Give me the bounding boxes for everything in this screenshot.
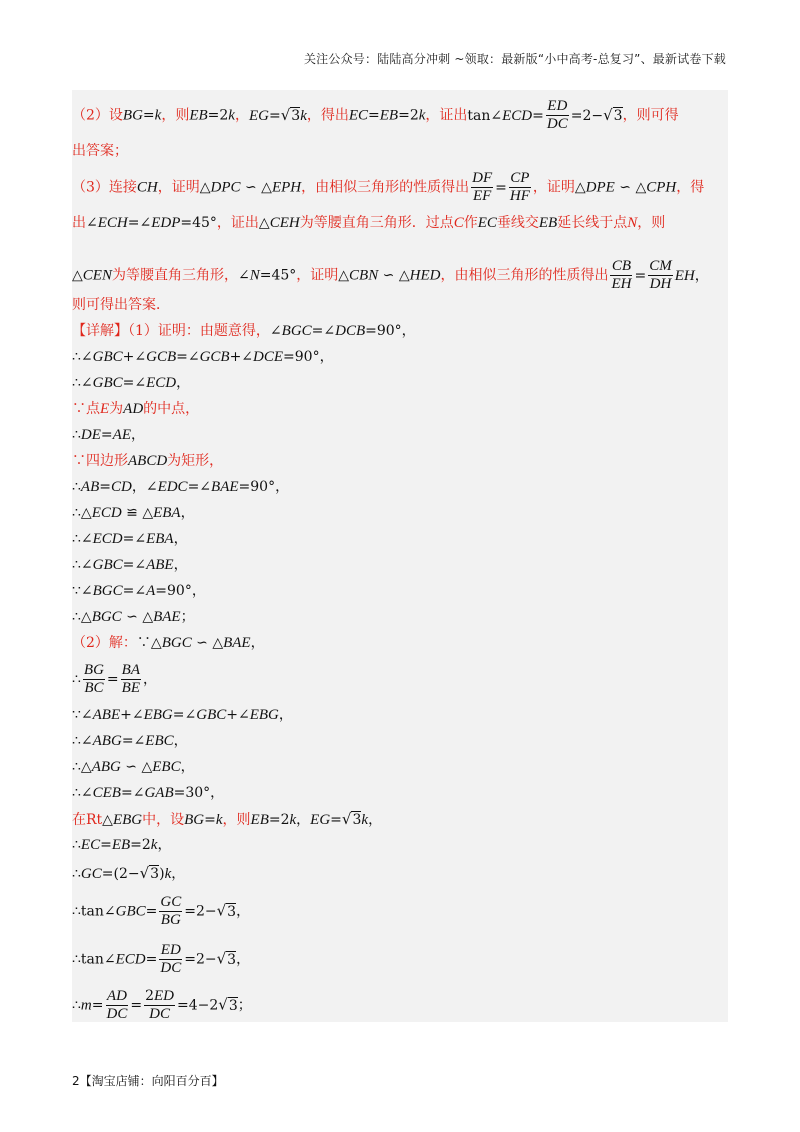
text: ，由相似三角形的性质得出 bbox=[301, 179, 470, 196]
detail-line-13: （2）解：∵△BGC ∽ △BAE， bbox=[72, 635, 265, 651]
text: ，证出 bbox=[216, 215, 259, 231]
detail-line-8: ∴△ECD ≌ △EBA， bbox=[72, 505, 195, 521]
detail-line-15: ∵∠ABE+∠EBG=∠GBC+∠EBG， bbox=[72, 707, 293, 723]
page-footer bbox=[72, 1072, 224, 1089]
detail-line-2: ∴∠GBC+∠GCB=∠GCB+∠DCE=90°， bbox=[72, 349, 334, 365]
text: 中，设 bbox=[142, 812, 185, 828]
detail-line-4: ∵点E为AD的中点， bbox=[72, 401, 200, 417]
analysis-part3-line2: 出∠ECH=∠EDP=45°，证出△CEH为等腰直角三角形．过点C作EC垂线交EB延长线于点N，则 bbox=[72, 215, 666, 231]
detail-line-20: ∴EC=EB=2k， bbox=[72, 837, 172, 853]
text: 在Rt bbox=[72, 812, 103, 828]
text: ，由相似三角形的性质得出 bbox=[440, 267, 609, 284]
text: ，则可得 bbox=[622, 107, 679, 124]
detail-line-18: ∴∠CEB=∠GAB=30°， bbox=[72, 785, 225, 801]
text: 四边形 bbox=[86, 453, 128, 469]
text: ，则 bbox=[637, 215, 666, 231]
detail-line-7: ∴AB=CD，∠EDC=∠BAE=90°， bbox=[72, 479, 290, 495]
text: （2）解： bbox=[72, 635, 137, 651]
detail-line-17: ∴△ABG ∽ △EBC， bbox=[72, 759, 195, 775]
text: 垂线交 bbox=[496, 215, 539, 231]
text: （2）设 bbox=[72, 107, 123, 124]
analysis-part3-line4: 则可得出答案． bbox=[72, 297, 170, 313]
text: ，证明 bbox=[157, 179, 200, 196]
detail-line-3: ∴∠GBC=∠ECD， bbox=[72, 375, 191, 391]
page-header: 关注公众号：陆陆高分冲刺 ~领取：最新版“小中高考-总复习”、最新试卷下载 bbox=[303, 52, 726, 66]
text: ，证明 bbox=[532, 179, 575, 196]
detail-line-6: ∵四边形ABCD为矩形， bbox=[72, 453, 224, 469]
detail-line-11: ∵∠BGC=∠A=90°， bbox=[72, 583, 206, 599]
detail-line-24: ∴m= $\frac{AD}{DC}$ = $\frac{2ED}{DC}$ =4−2√3； bbox=[72, 988, 252, 1022]
text: ，得出 bbox=[306, 107, 349, 124]
detail-line-21: ∴GC=(2−√3)k， bbox=[72, 864, 186, 882]
text: （3）连接 bbox=[72, 179, 137, 196]
text: 为等腰直角三角形．过点 bbox=[299, 215, 454, 231]
text: 为 bbox=[109, 401, 124, 417]
solution-content bbox=[72, 90, 728, 1022]
detail-line-23: ∴tan∠ECD= $\frac{ED}{DC}$ =2−√3， bbox=[72, 942, 251, 976]
text: ，则 bbox=[222, 812, 251, 828]
analysis-part2-line1: （2）设BG=k，则EB=2k，EG=√3k，得出EC=EB=2k，证出tan∠ECD= $\frac{ED}{DC}$ =2−√3，则可得 bbox=[72, 98, 679, 132]
page-number: 2 bbox=[72, 1074, 80, 1088]
text: ，证明 bbox=[296, 267, 339, 284]
analysis-part2-line2: 出答案； bbox=[72, 143, 128, 159]
text: 的中点， bbox=[143, 401, 200, 417]
analysis-part3-line3: △CEN为等腰直角三角形，∠N=45°，证明△CBN ∽ △HED，由相似三角形的性质得出 $\frac{CB}{EH}$ = $\frac{CM}{DH}$ EH， bbox=[72, 258, 709, 292]
detail-line-9: ∴∠ECD=∠EBA， bbox=[72, 531, 188, 547]
detail-line-16: ∴∠ABG=∠EBC， bbox=[72, 733, 188, 749]
detail-line-10: ∴∠GBC=∠ABE， bbox=[72, 557, 188, 573]
text: ，得 bbox=[676, 179, 705, 196]
detail-line-5: ∴DE=AE， bbox=[72, 427, 145, 443]
text: 作 bbox=[463, 215, 478, 231]
shop-label: 【淘宝店铺：向阳百分百】 bbox=[79, 1074, 224, 1088]
detail-line-19: 在Rt△EBG中，设BG=k，则EB=2k，EG=√3k， bbox=[72, 810, 383, 828]
detail-line-1: 【详解】（1）证明：由题意得，∠BGC=∠DCB=90°， bbox=[72, 323, 416, 339]
text: 出 bbox=[72, 215, 86, 231]
text: ，证出 bbox=[425, 107, 468, 124]
text: 为矩形， bbox=[167, 453, 224, 469]
analysis-part3-line1: （3）连接CH，证明△DPC ∽ △EPH，由相似三角形的性质得出 $\frac{DF}{EF}$ = $\frac{CP}{HF}$ ，证明△DPE ∽ △CPH，得 bbox=[72, 170, 705, 204]
detail-line-12: ∴△BGC ∽ △BAE； bbox=[72, 609, 195, 625]
text: 点 bbox=[86, 401, 100, 417]
detail-line-14: ∴ $\frac{BG}{BC}$ = $\frac{BA}{BE}$ ， bbox=[72, 662, 157, 696]
detail-label: 【详解】 bbox=[72, 323, 128, 339]
text: 延长线于点 bbox=[557, 215, 628, 231]
detail-line-22: ∴tan∠GBC= $\frac{GC}{BG}$ =2−√3， bbox=[72, 894, 251, 928]
text: 为等腰直角三角形， bbox=[111, 267, 238, 284]
text: （1）证明：由题意得， bbox=[128, 323, 270, 339]
